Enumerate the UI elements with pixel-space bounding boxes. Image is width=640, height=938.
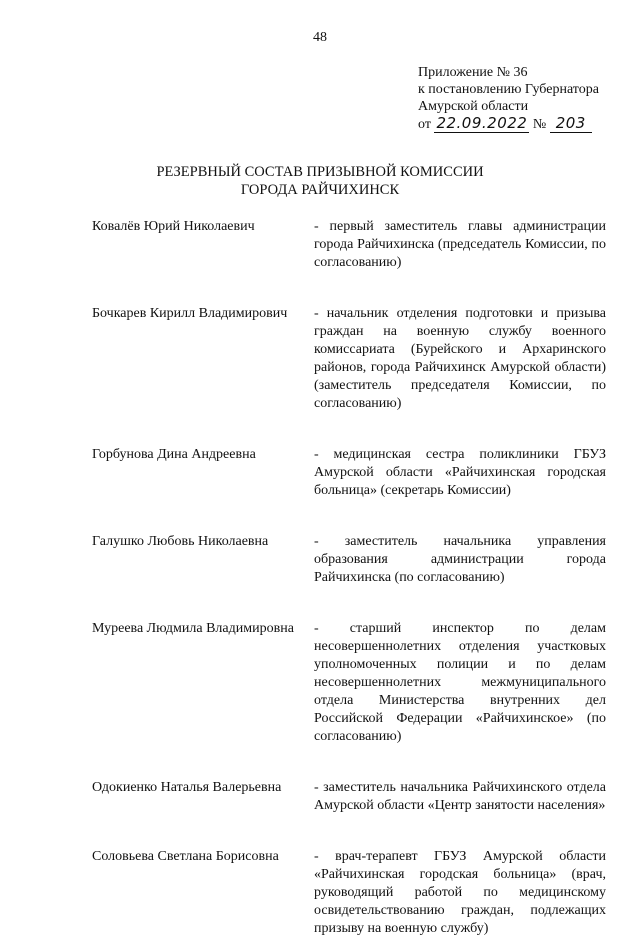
- document-title: [0, 163, 640, 199]
- member-row: [92, 305, 606, 413]
- handwritten-date: 22.09.2022: [436, 114, 528, 132]
- member-row: [92, 620, 606, 746]
- member-name: Одокиенко Наталья Валерьевна: [92, 780, 282, 795]
- member-name: Горбунова Дина Андреевна: [92, 447, 256, 462]
- member-name: Муреева Людмила Владимировна: [92, 621, 294, 636]
- appendix-line-3: Амурской области: [418, 99, 529, 114]
- member-row: [92, 848, 606, 938]
- member-role: - заместитель начальника Райчихинского отдела Амурской области «Центр занятости населения»: [314, 780, 606, 813]
- member-row: [92, 446, 606, 500]
- member-name: Галушко Любовь Николаевна: [92, 534, 269, 549]
- appendix-date-line: [418, 115, 599, 133]
- page-number: 48: [313, 30, 327, 45]
- member-name: Соловьева Светлана Борисовна: [92, 849, 279, 864]
- date-prefix: от: [418, 117, 431, 132]
- appendix-block: [418, 64, 599, 133]
- member-name: Бочкарев Кирилл Владимирович: [92, 306, 288, 321]
- handwritten-number: 203: [550, 114, 592, 133]
- member-name: Ковалёв Юрий Николаевич: [92, 219, 255, 234]
- member-row: [92, 218, 606, 272]
- appendix-line-1: Приложение № 36: [418, 65, 528, 80]
- appendix-line-2: к постановлению Губернатора: [418, 82, 599, 97]
- member-role: - старший инспектор по делам несовершеннолетних отделения участковых уполномоченных полиции и по делам несовершеннолетних межмуниципального отдела Министерства внутренних дел Российской Федерации «Райчихинское» (по согласованию): [314, 621, 606, 744]
- member-role: - медицинская сестра поликлиники ГБУЗ Амурской области «Райчихинская городская больница» (секретарь Комиссии): [314, 447, 606, 498]
- member-row: [92, 779, 606, 815]
- member-role: - врач-терапевт ГБУЗ Амурской области «Райчихинская городская больница» (врач, руководящий работой по медицинскому освидетельствованию граждан, подлежащих призыву на военную службу): [314, 849, 606, 936]
- member-role: - начальник отделения подготовки и призыва граждан на военную службу военного комиссариата (Бурейского и Архаринского районов, города Райчихинск Амурской области) (заместитель председателя Комиссии, по согласованию): [314, 306, 606, 411]
- title-line-1: РЕЗЕРВНЫЙ СОСТАВ ПРИЗЫВНОЙ КОМИССИИ: [156, 164, 484, 180]
- members-list: [92, 218, 606, 938]
- title-line-2: ГОРОДА РАЙЧИХИНСК: [240, 182, 400, 198]
- number-sign: №: [532, 117, 547, 132]
- member-role: - первый заместитель главы администрации города Райчихинска (председатель Комиссии, по согласованию): [314, 219, 606, 270]
- member-row: [92, 533, 606, 587]
- member-role: - заместитель начальника управления образования администрации города Райчихинска (по согласованию): [314, 534, 606, 585]
